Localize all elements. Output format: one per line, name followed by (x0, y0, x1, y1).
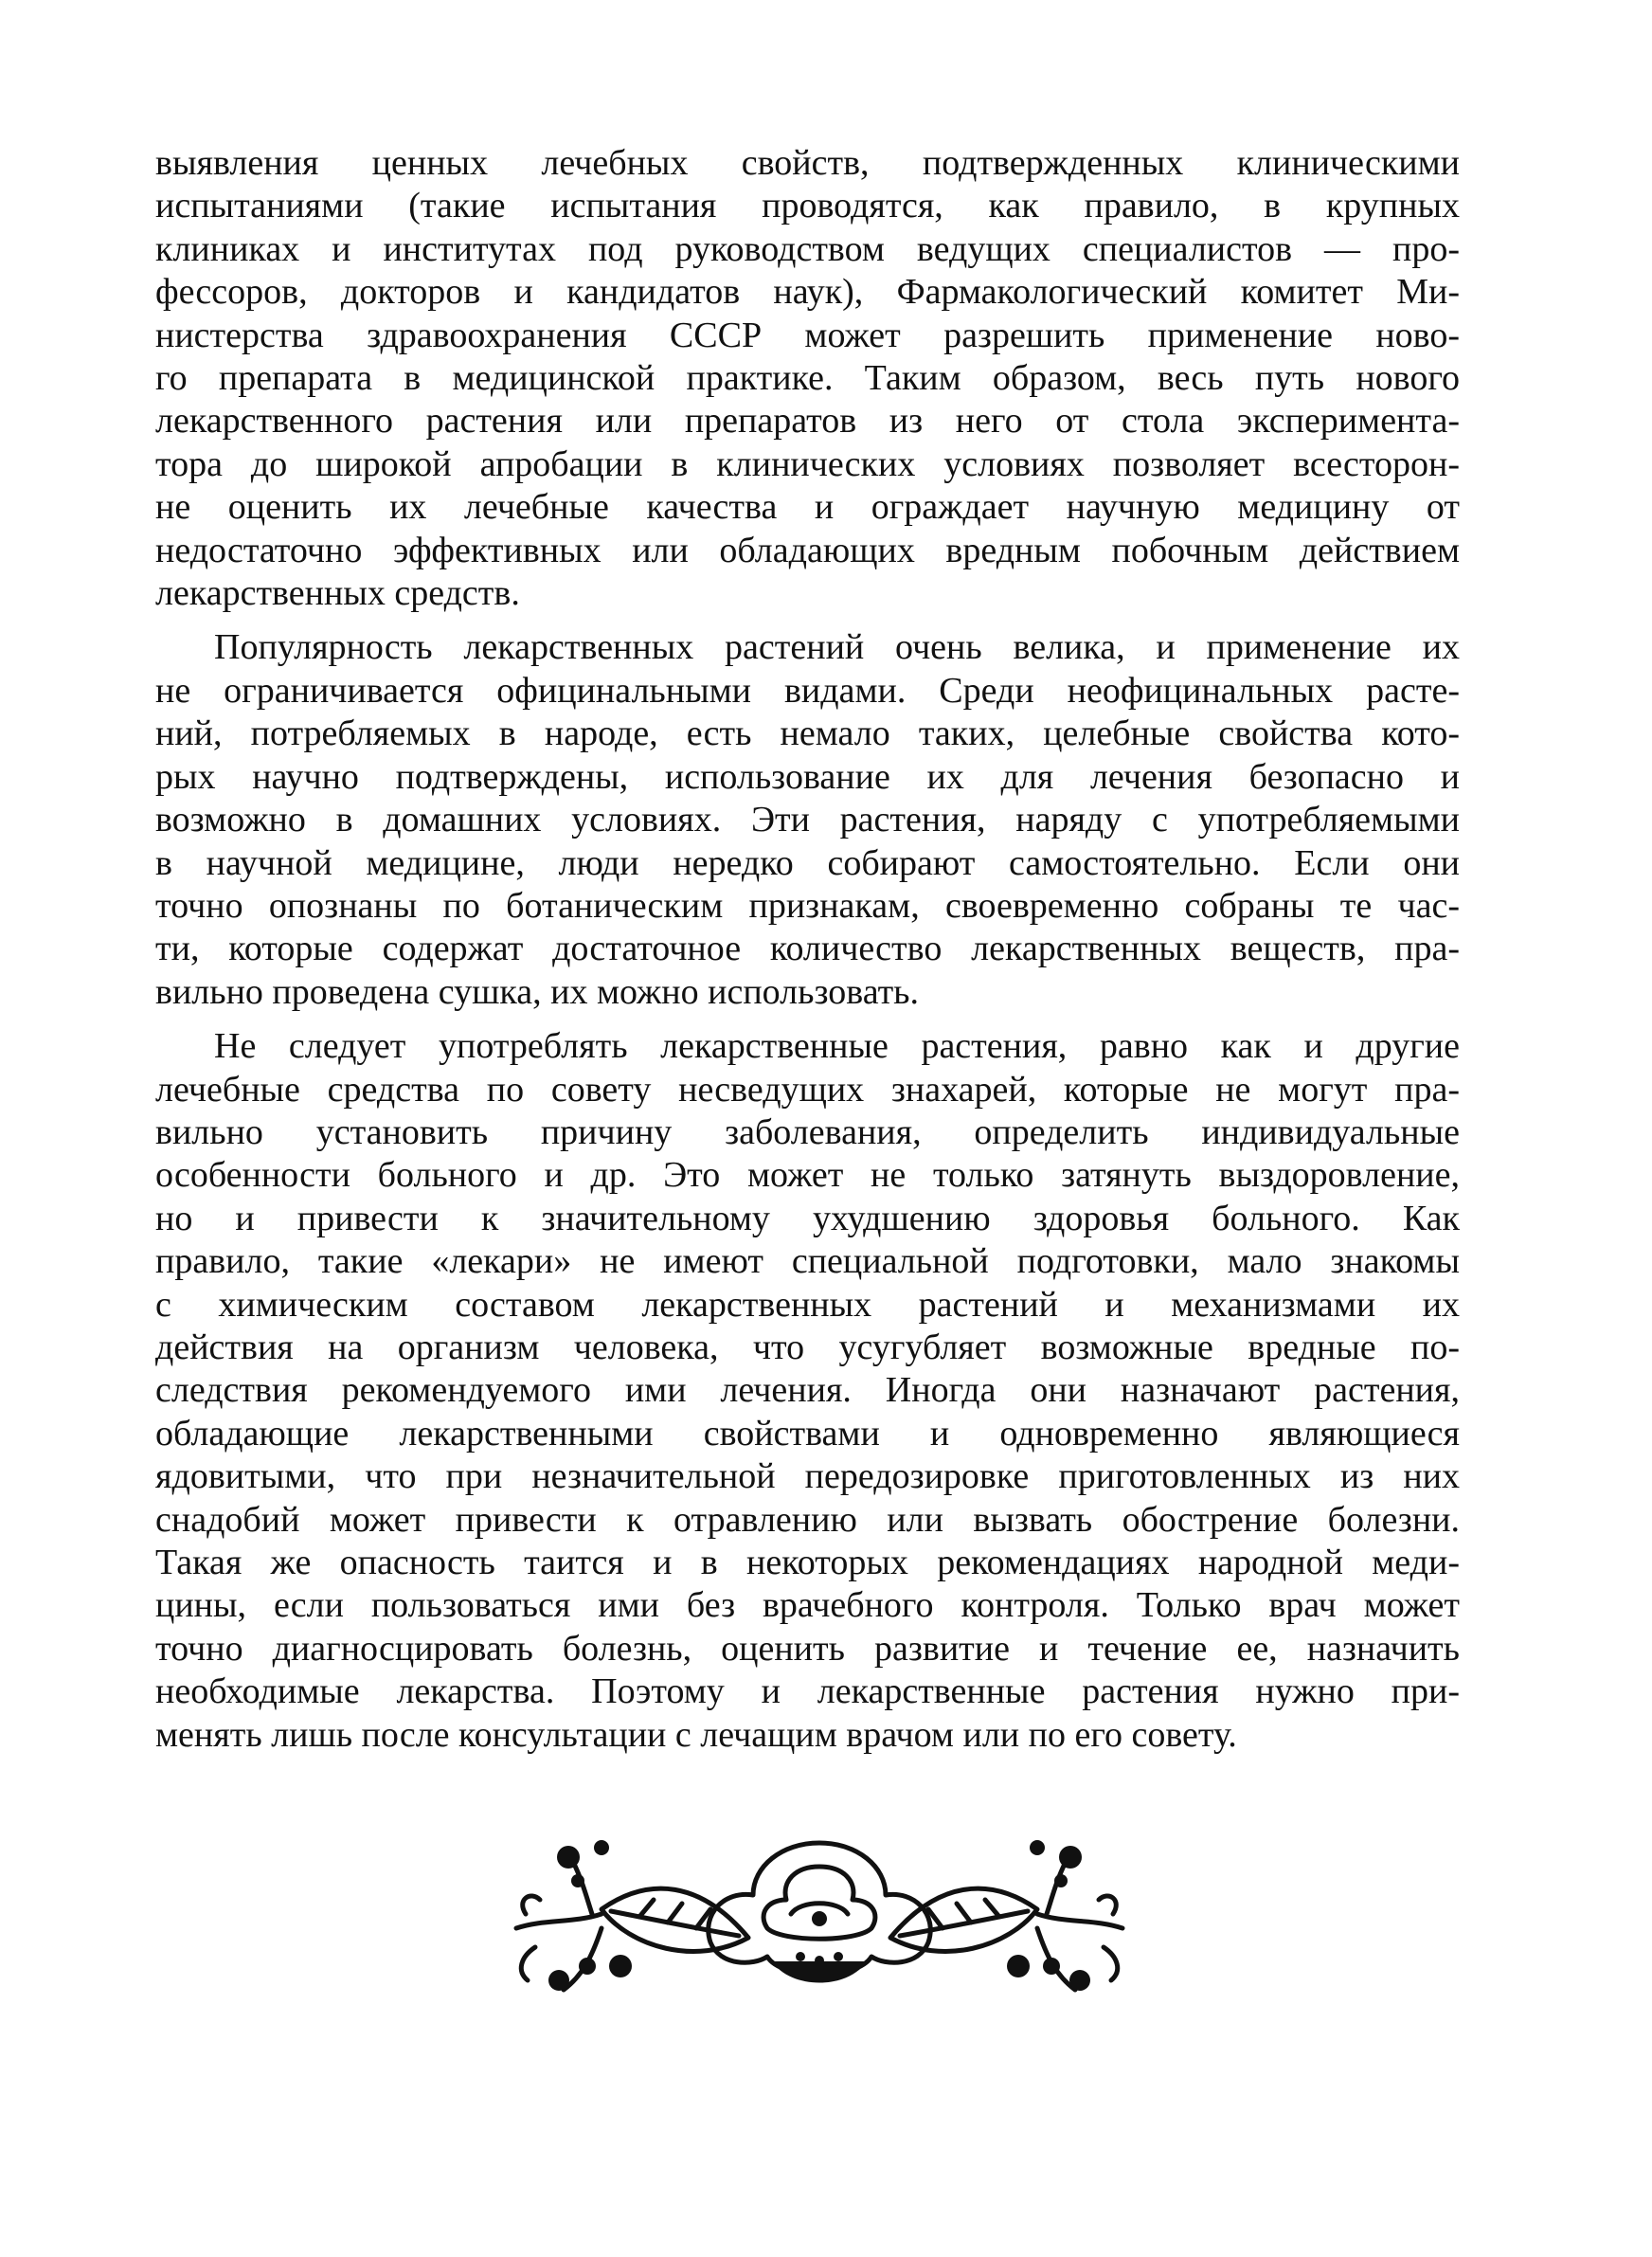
text-line: необходимые лекарства. Поэтому и лекарственные растения нужно при- (155, 1671, 1460, 1712)
text-line: менять лишь после консультации с лечащим врачом или по его совету. (155, 1714, 1237, 1755)
text-line: но и привести к значительному ухудшению здоровья больного. Как (155, 1198, 1460, 1238)
text-line: лекарственных средств. (155, 573, 520, 614)
text-line: вильно проведена сушка, их можно использовать. (155, 971, 920, 1012)
text-line: выявления ценных лечебных свойств, подтвержденных клиническими (155, 143, 1460, 183)
text-line: точно диагносцировать болезнь, оценить развитие и течение ее, назначить (155, 1628, 1460, 1669)
floral-ornament-icon (497, 1824, 1141, 2004)
text-line: с химическим составом лекарственных растений и механизмами их (155, 1284, 1460, 1325)
text-line: не ограничивается официнальными видами. Среди неофицинальных расте- (155, 670, 1460, 711)
document-body (155, 142, 1460, 1768)
text-line: фессоров, докторов и кандидатов наук), Фармакологический комитет Ми- (155, 272, 1460, 313)
paragraph (155, 142, 1460, 615)
text-line: снадобий может привести к отравлению или вызвать обострение болезни. (155, 1499, 1460, 1540)
text-line: действия на организм человека, что усугубляет возможные вредные по- (155, 1327, 1460, 1367)
text-line: вильно установить причину заболевания, определить индивидуальные (155, 1111, 1460, 1152)
text-line: точно опознаны по ботаническим признакам, своевременно собраны те час- (155, 885, 1460, 926)
text-line: возможно в домашних условиях. Эти растения, наряду с употребляемыми (155, 800, 1460, 840)
text-line: ядовитыми, что при незначительной передозировке приготовленных из них (155, 1456, 1460, 1497)
text-line: цины, если пользоваться ими без врачебного контроля. Только врач может (155, 1585, 1460, 1626)
text-line: лечебные средства по совету несведущих знахарей, которые не могут пра- (155, 1069, 1460, 1110)
text-line: Такая же опасность таится и в некоторых рекомендациях народной меди- (155, 1543, 1460, 1582)
text-line: следствия рекомендуемого ими лечения. Иногда они назначают растения, (155, 1370, 1460, 1411)
text-line: клиниках и институтах под руководством ведущих специалистов — про- (155, 228, 1460, 269)
text-line: в научной медицине, люди нередко собирают самостоятельно. Если они (155, 842, 1460, 883)
text-line: Не следует употреблять лекарственные растения, равно как и другие (214, 1026, 1460, 1067)
text-line: Популярность лекарственных растений очень велика, и применение их (214, 627, 1460, 668)
text-line: недостаточно эффективных или обладающих вредным побочным действием (155, 530, 1460, 570)
text-line: особенности больного и др. Это может не только затянуть выздоровление, (155, 1155, 1460, 1196)
text-line: ти, которые содержат достаточное количество лекарственных веществ, пра- (155, 929, 1460, 969)
text-line: не оценить их лечебные качества и ограждает научную медицину от (155, 487, 1460, 528)
text-line: го препарата в медицинской практике. Таким образом, весь путь нового (155, 358, 1460, 399)
text-line: правило, такие «лекари» не имеют специальной подготовки, мало знакомы (155, 1241, 1460, 1282)
text-line: тора до широкой апробации в клинических условиях позволяет всесторон- (155, 443, 1460, 484)
paragraph (155, 1025, 1460, 1757)
text-line: лекарственного растения или препаратов из него от стола эксперимента- (155, 401, 1460, 442)
text-line: нистерства здравоохранения СССР может разрешить применение ново- (155, 315, 1460, 355)
text-line: обладающие лекарственными свойствами и одновременно являющиеся (155, 1413, 1460, 1454)
paragraph (155, 626, 1460, 1014)
text-line: рых научно подтверждены, использование их для лечения безопасно и (155, 756, 1460, 797)
text-line: ний, потребляемых в народе, есть немало таких, целебные свойства кото- (155, 713, 1460, 754)
text-line: испытаниями (такие испытания проводятся, как правило, в крупных (155, 186, 1460, 226)
